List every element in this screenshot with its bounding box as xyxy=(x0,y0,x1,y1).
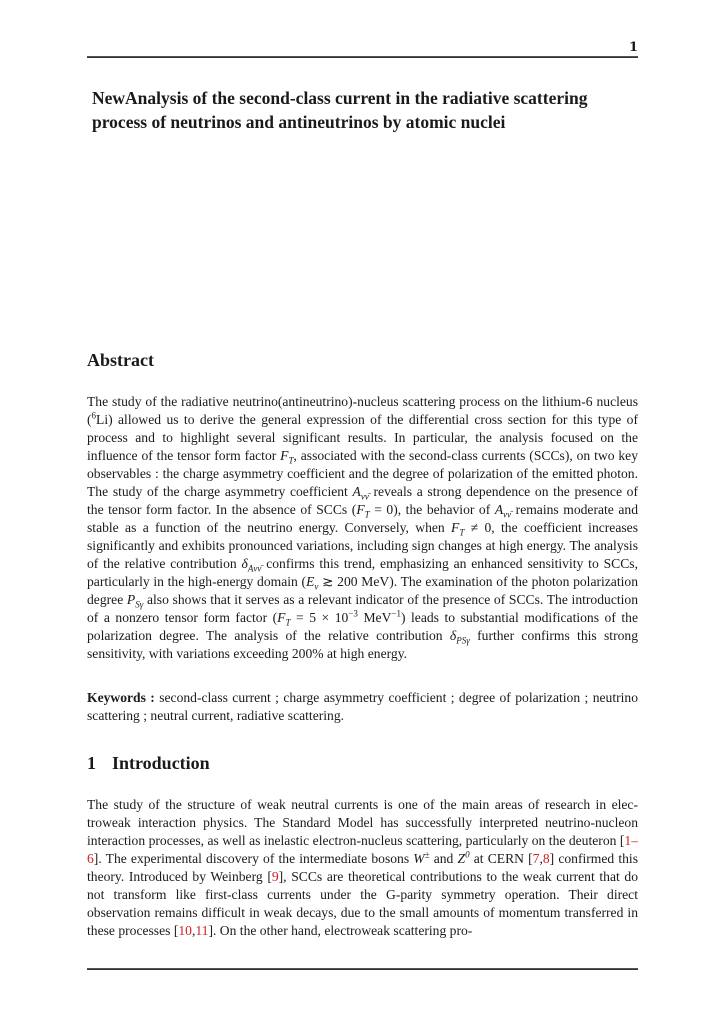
text-run: further confirms this strong sensitivity, with variations exceeding 200% at high energy. xyxy=(87,628,639,661)
citation-link[interactable]: 7 xyxy=(532,851,540,866)
paper-title: NewAnalysis of the second-class current in the radiative scattering process of neutrinos and antineutrinos by atomic nuclei xyxy=(92,88,588,132)
text-run: , SCCs are theoretical contributions to the weak current that do not transform like first-class currents under the G-parity symmetry operation. Their direct observation remains difficult in weak decays, due to the small amounts of momentum transferred in these processes xyxy=(87,869,638,938)
bracket: [ xyxy=(528,851,533,866)
math-ft-zero: $F_T = 0$ xyxy=(356,502,394,520)
citation-link[interactable]: 1–6 xyxy=(87,833,638,866)
separator: , xyxy=(191,923,196,938)
text-run: The study of the structure of weak neutral currents is one of the main areas of research in electroweak interaction physics. The Standard Model has successfully interpreted neutrino-nucleon interaction processes, as well as inelastic electron-nucleus scattering, particularly on the deuteron xyxy=(87,797,638,848)
text-run: The study of the radiative neutrino(antineutrino)-nucleus scattering process on the lithium-6 nucleus ( xyxy=(87,394,638,427)
text-run: Li) allowed us to derive the general expression of the differential cross section for this type of process and to highlight several significant results. In particular, the analysis focused on the influence of the tensor form factor xyxy=(87,412,638,463)
math-ft: $F_T$ xyxy=(280,448,294,466)
bracket: [ xyxy=(619,833,625,848)
keywords xyxy=(87,689,638,725)
separator: , xyxy=(539,851,543,866)
abstract-heading: Abstract xyxy=(87,350,154,370)
text-run: at CERN xyxy=(469,851,529,866)
math-a-nu: $A_{\nu\nū}$ xyxy=(352,484,369,502)
text-run: and xyxy=(429,851,458,866)
text-run: ) leads to substantial modifications of the polarization degree. The analysis of the relative contribution xyxy=(87,610,638,643)
math-w-boson: W± xyxy=(413,849,430,866)
math-delta-a: $\delta_{A\nu\nū}$ xyxy=(241,556,262,574)
math-ft-nonzero: $F_T \ne 0$ xyxy=(451,520,492,538)
superscript: 6 xyxy=(91,410,97,421)
footer-rule xyxy=(87,968,638,970)
math-ps-gamma: $P_{S\gamma}$ xyxy=(126,592,144,610)
text-run: remains moderate and stable as a function of the neutrino energy. Conversely, when xyxy=(87,502,638,535)
section-title: Introduction xyxy=(112,753,210,773)
text-run: ), the behavior of xyxy=(393,502,495,517)
text-run: confirms this trend, emphasizing an enhanced sensitivity to SCCs, particularly in the high-energy domain ( xyxy=(87,556,638,589)
header-rule xyxy=(87,56,638,58)
text-run: . The experimental discovery of the intermediate bosons xyxy=(98,851,414,866)
text-run: reveals a strong dependence on the presence of the tensor form factor. In the absence of SCCs ( xyxy=(87,484,639,517)
bracket: ] xyxy=(93,851,99,866)
section-number: 1 xyxy=(87,753,96,773)
citation-link[interactable]: 10 xyxy=(178,923,192,938)
abstract-paragraph xyxy=(87,393,638,663)
citation-link[interactable]: 11 xyxy=(195,923,209,938)
math-delta-p: $\delta_{PS\gamma}$ xyxy=(449,628,470,646)
text-run: confirmed this theory. Introduced by Weinberg xyxy=(87,851,638,884)
bracket: ] xyxy=(549,851,555,866)
bracket: ] xyxy=(278,869,284,884)
math-energy: $E_\nu$ ≳ 200 MeV xyxy=(306,574,390,592)
math-a-nu: $A_{\nu\nū}$ xyxy=(494,502,512,520)
text-run: , the coefficient increases significantly and exhibits pronounced variations, including sign changes at high energy. The analysis of the relative contribution xyxy=(87,520,638,571)
text-run: . On the other hand, electroweak scattering pro- xyxy=(212,923,473,938)
math-ft-value: $F_T = 5 \times 10^{-3}$ MeV$^{-1}$ xyxy=(277,608,401,628)
math-z-boson: $Z^0$ xyxy=(457,849,470,866)
citation-link[interactable]: 9 xyxy=(271,869,279,884)
bracket: ] xyxy=(208,923,213,938)
page-number: 1 xyxy=(628,40,638,55)
citation-link[interactable]: 8 xyxy=(542,851,550,866)
keywords-label: Keywords : xyxy=(87,690,155,705)
text-run: , associated with the second-class currents (SCCs), on two key observables : the charge asymmetry coefficient and the degree of polarization of the emitted photon. The study of the charge asymmetry coefficient xyxy=(87,448,639,499)
keywords-list: second-class current ; charge asymmetry coefficient ; degree of polarization ; neutrino scattering ; neutral current, radiative scattering. xyxy=(87,690,638,723)
bracket: [ xyxy=(267,869,272,884)
text-run: also shows that it serves as a relevant indicator of the presence of SCCs. The introduction of a nonzero tensor form factor ( xyxy=(87,592,639,625)
introduction-heading xyxy=(87,753,210,774)
bracket: [ xyxy=(173,923,179,938)
text-run: ). The examination of the photon polarization degree xyxy=(87,574,638,607)
introduction-paragraph xyxy=(87,796,638,940)
